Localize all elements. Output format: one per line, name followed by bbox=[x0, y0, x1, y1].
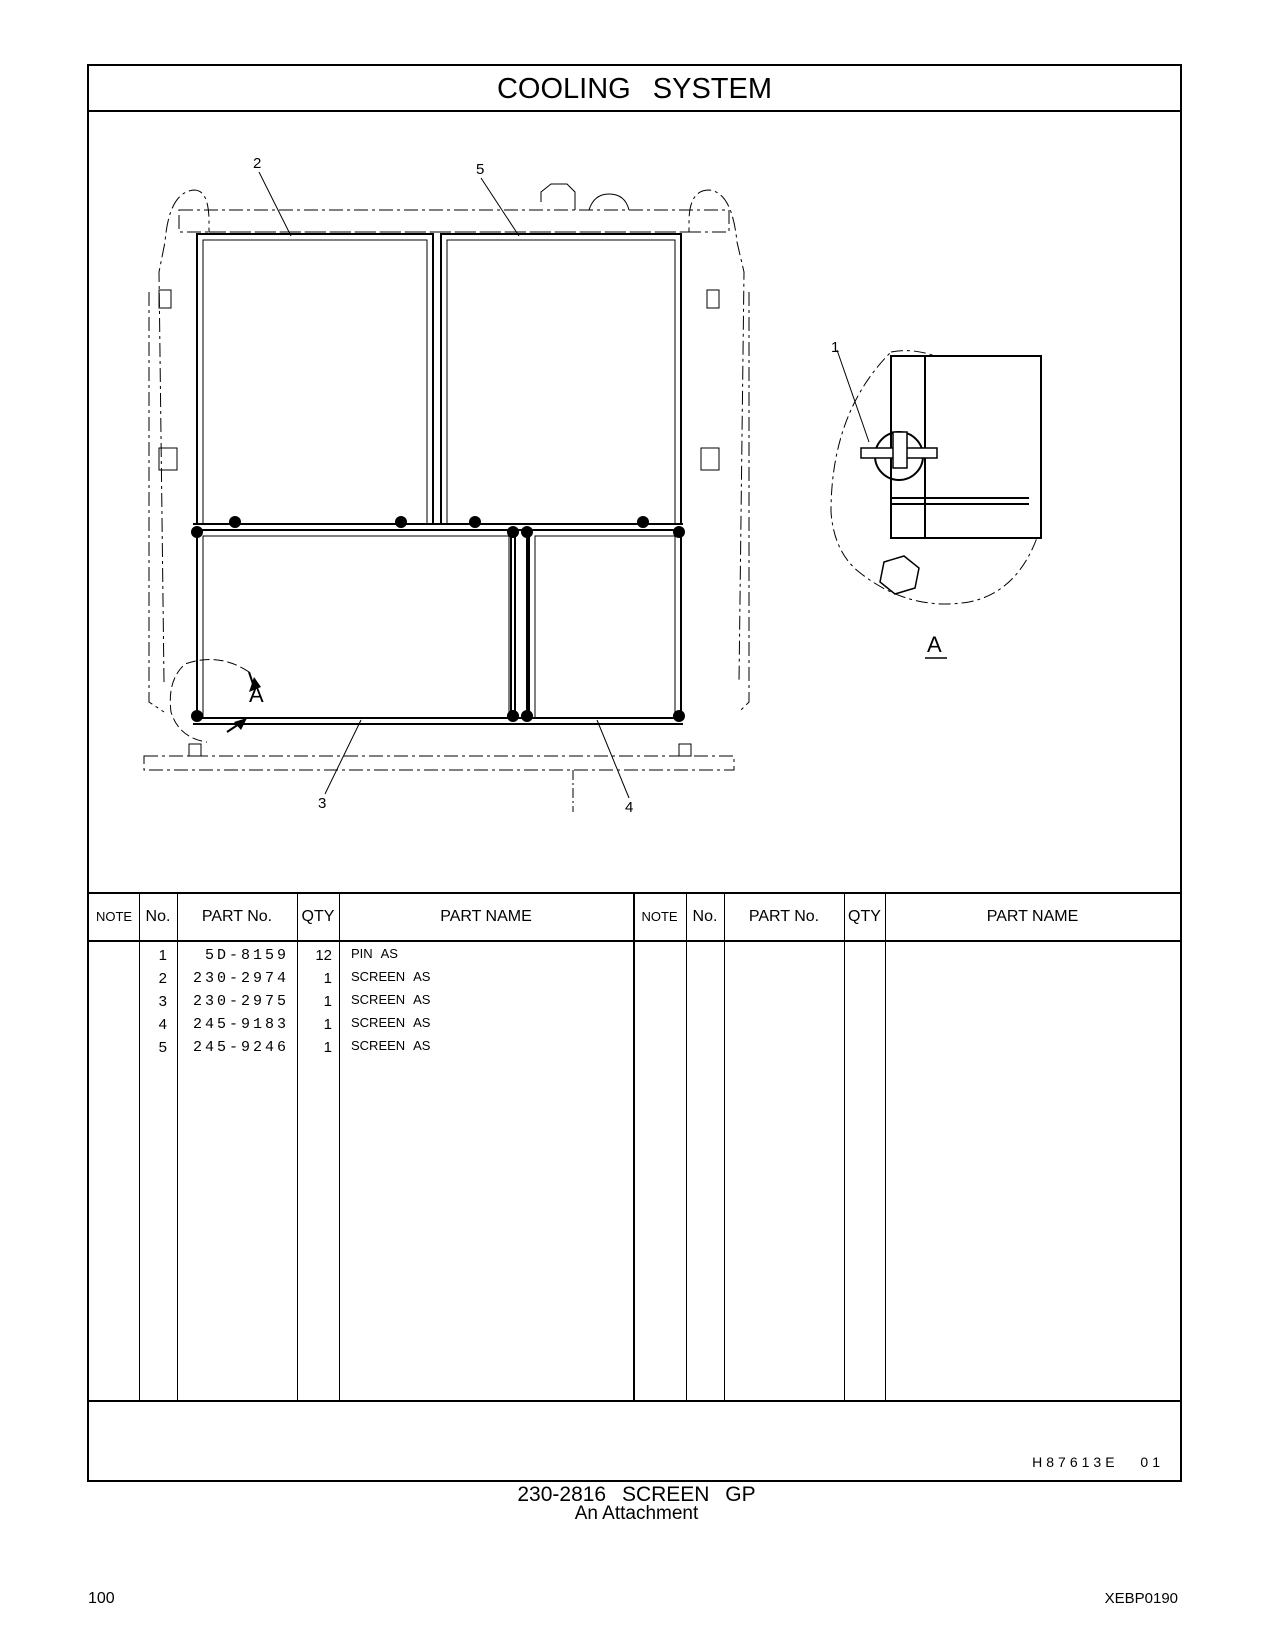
row-qty: 1 bbox=[323, 1039, 332, 1056]
document-code: XEBP0190 bbox=[1104, 1590, 1178, 1607]
header-no: No. bbox=[145, 908, 171, 925]
row-qty: 12 bbox=[315, 947, 332, 964]
header-part-no-right: PART No. bbox=[748, 908, 820, 925]
screen-lower-middle bbox=[511, 530, 527, 718]
row-part-name: SCREEN AS bbox=[351, 992, 431, 1007]
outer-housing-outline bbox=[159, 190, 744, 682]
top-rail bbox=[179, 210, 729, 232]
column-divider bbox=[885, 894, 886, 1400]
section-title: COOLING SYSTEM bbox=[89, 66, 1180, 112]
column-divider bbox=[339, 894, 340, 1400]
header-qty-right: QTY bbox=[848, 908, 881, 925]
callout-4: 4 bbox=[625, 799, 634, 816]
row-part-no: 245-9246 bbox=[192, 1039, 289, 1056]
parts-illustration bbox=[89, 112, 1180, 892]
screen-upper-left bbox=[197, 234, 433, 524]
row-no: 3 bbox=[158, 993, 167, 1010]
column-divider bbox=[297, 894, 298, 1400]
screen-lower-left bbox=[197, 530, 515, 718]
row-part-no: 5D-8159 bbox=[204, 947, 289, 964]
row-part-no: 245-9183 bbox=[192, 1016, 289, 1033]
header-note: NOTE bbox=[95, 909, 133, 924]
screen-upper-right bbox=[441, 234, 681, 524]
row-qty: 1 bbox=[323, 970, 332, 987]
illustration-code: H87613E 01 bbox=[1032, 1454, 1164, 1470]
parts-table bbox=[89, 892, 1180, 1402]
row-part-name: SCREEN AS bbox=[351, 1038, 431, 1053]
column-divider bbox=[844, 894, 845, 1400]
screen-lower-right bbox=[529, 530, 681, 718]
row-part-name: SCREEN AS bbox=[351, 1015, 431, 1030]
screen-assembly-drawing bbox=[89, 112, 1180, 892]
row-qty: 1 bbox=[323, 993, 332, 1010]
row-part-name: PIN AS bbox=[351, 946, 398, 961]
column-divider bbox=[139, 894, 140, 1400]
header-qty: QTY bbox=[301, 908, 335, 925]
row-qty: 1 bbox=[323, 1016, 332, 1033]
callout-2: 2 bbox=[253, 155, 262, 172]
callout-3: 3 bbox=[318, 795, 327, 812]
header-part-name: PART NAME bbox=[440, 908, 532, 925]
header-part-no: PART No. bbox=[201, 908, 273, 925]
callout-5: 5 bbox=[476, 161, 485, 178]
row-part-no: 230-2974 bbox=[192, 970, 289, 987]
group-subtitle: An Attachment bbox=[574, 1503, 699, 1524]
group-title: 230-2816 SCREEN GP bbox=[517, 1483, 756, 1506]
filler-cap bbox=[541, 184, 575, 210]
column-divider bbox=[633, 894, 635, 1400]
column-divider bbox=[686, 894, 687, 1400]
row-no: 4 bbox=[158, 1016, 167, 1033]
pin-fasteners bbox=[191, 516, 685, 730]
view-label-a: A bbox=[249, 682, 264, 707]
base-rail bbox=[144, 756, 734, 770]
header-note-right: NOTE bbox=[641, 909, 678, 924]
header-no-right: No. bbox=[692, 908, 718, 925]
callout-1: 1 bbox=[831, 339, 840, 356]
row-no: 1 bbox=[158, 947, 167, 964]
page-frame bbox=[87, 64, 1182, 1482]
page-number: 100 bbox=[88, 1590, 115, 1607]
row-part-no: 230-2975 bbox=[192, 993, 289, 1010]
row-no: 5 bbox=[158, 1039, 167, 1056]
row-part-name: SCREEN AS bbox=[351, 969, 431, 984]
column-divider bbox=[724, 894, 725, 1400]
row-no: 2 bbox=[158, 970, 167, 987]
header-part-name-right: PART NAME bbox=[986, 908, 1079, 925]
detail-label-a: A bbox=[927, 632, 942, 657]
